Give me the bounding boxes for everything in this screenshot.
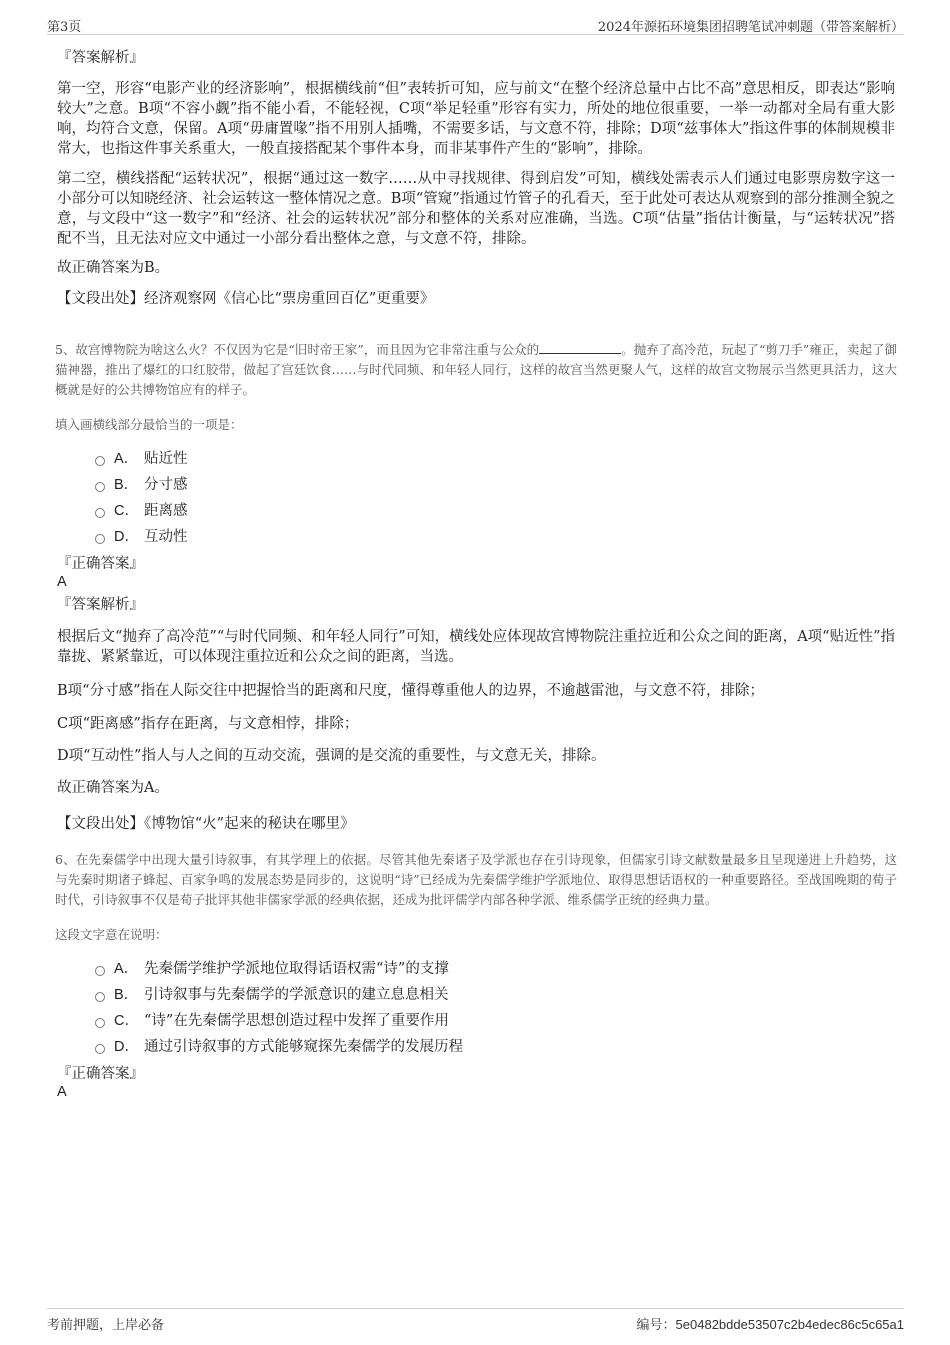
q4-analysis-paragraph-2: 第二空，横线搭配“运转状况”，根据“通过这一数字……从中寻找规律、得到启发”可知，横线处需表示人们通过电影票房数字这一小部分可以知晓经济、社会运转这一整体情况之意。B项“管窥”指通过竹管子的孔看天，至于此处可表达从观察到的部分推测全貌之意，与文段中“这一数字”和“经济、社会的运转状况”部分和整体的关系对应准确，当选。C项“估量”指估计衡量，与“运转状况”搭配不当，且无法对应文中通过一小部分看出整体之意，与文意不符，排除。 bbox=[57, 171, 895, 247]
q5-analysis-label: 『答案解析』 bbox=[57, 597, 144, 613]
radio-icon[interactable] bbox=[95, 456, 105, 466]
q6-option-d[interactable]: D． 通过引诗叙事的方式能够窥探先秦儒学的发展历程 bbox=[95, 1034, 875, 1060]
q5-analysis-1: 根据后文“抛弃了高冷范”“与时代同频、和年轻人同行”可知，横线处应体现故宫博物院注重拉近和公众之间的距离，A项“贴近性”指靠拢、紧紧靠近，可以体现注重拉近和公众之间的距离，当选。 bbox=[57, 629, 895, 665]
q6-stem: 6、在先秦儒学中出现大量引诗叙事，有其学理上的依据。尽管其他先秦诸子及学派也存在引诗现象，但儒家引诗文献数量最多且呈现递进上升趋势，这与先秦时期诸子蜂起、百家争鸣的发展态势是同步的，这说明“诗”已经成为先秦儒学维护学派地位、取得思想话语权的一种重要路径。至战国晚期的荀子时代，引诗叙事不仅是荀子批评其他非儒家学派的经典依据，还成为批评儒学内部各种学派、维系儒学正统的经典力量。 bbox=[55, 852, 897, 907]
q5-option-d[interactable]: D． 互动性 bbox=[95, 524, 875, 550]
q6-option-c[interactable]: C． “诗”在先秦儒学思想创造过程中发挥了重要作用 bbox=[95, 1008, 875, 1034]
q5-analysis-4: D项“互动性”指人与人之间的互动交流，强调的是交流的重要性，与文意无关，排除。 bbox=[57, 748, 606, 764]
q6-correct-label: 『正确答案』 bbox=[57, 1066, 144, 1082]
q5-stem: 5、故宫博物院为啥这么火？不仅因为它是“旧时帝王家”，而且因为它非常注重与公众的 。抛弃了高冷范，玩起了“剪刀手”雍正，卖起了御猫神器，推出了爆红的口红胶带，做起了宫廷饮食……与时代同频、和年轻人同行，这样的故宫当然更聚人气，这样的故宫文物展示当然更具活力，这大概就是好的公共博物馆应有的样子。 bbox=[55, 342, 897, 397]
q4-source: 【文段出处】经济观察网《信心比“票房重回百亿”更重要》 bbox=[57, 291, 435, 307]
document-code: 编号：5e0482bdde53507c2b4edec86c5c65a1 bbox=[636, 1317, 904, 1333]
radio-icon[interactable] bbox=[95, 534, 105, 544]
q5-correct-label: 『正确答案』 bbox=[57, 556, 144, 572]
q6-prompt: 这段文字意在说明： bbox=[55, 927, 168, 942]
q5-option-a[interactable]: A． 贴近性 bbox=[95, 446, 875, 472]
radio-icon[interactable] bbox=[95, 482, 105, 492]
q5-conclusion: 故正确答案为A。 bbox=[57, 780, 169, 796]
q4-conclusion: 故正确答案为B。 bbox=[57, 260, 170, 276]
q6-options bbox=[95, 956, 875, 1060]
q6-correct-answer: A bbox=[57, 1084, 67, 1100]
footer-slogan: 考前押题，上岸必备 bbox=[47, 1318, 165, 1333]
radio-icon[interactable] bbox=[95, 1018, 105, 1028]
page-header bbox=[47, 14, 904, 35]
q4-analysis-label: 『答案解析』 bbox=[57, 50, 144, 66]
document-title: 2024年源拓环境集团招聘笔试冲刺题（带答案解析） bbox=[597, 20, 904, 35]
q5-source: 【文段出处】《博物馆“火”起来的秘诀在哪里》 bbox=[57, 816, 355, 832]
q5-option-c[interactable]: C． 距离感 bbox=[95, 498, 875, 524]
q5-options bbox=[95, 446, 875, 550]
q6-option-b[interactable]: B． 引诗叙事与先秦儒学的学派意识的建立息息相关 bbox=[95, 982, 875, 1008]
page-footer bbox=[47, 1308, 904, 1333]
q5-prompt: 填入画横线部分最恰当的一项是： bbox=[55, 417, 243, 432]
radio-icon[interactable] bbox=[95, 508, 105, 518]
q5-correct-answer: A bbox=[57, 574, 67, 590]
radio-icon[interactable] bbox=[95, 992, 105, 1002]
q6-option-a[interactable]: A． 先秦儒学维护学派地位取得话语权需“诗”的支撑 bbox=[95, 956, 875, 982]
radio-icon[interactable] bbox=[95, 1044, 105, 1054]
q5-analysis-3: C项“距离感”指存在距离，与文意相悖，排除； bbox=[57, 716, 359, 732]
radio-icon[interactable] bbox=[95, 966, 105, 976]
page-number: 第3页 bbox=[47, 20, 82, 35]
q5-blank bbox=[539, 341, 621, 354]
q5-analysis-2: B项“分寸感”指在人际交往中把握恰当的距离和尺度，懂得尊重他人的边界，不逾越雷池，与文意不符，排除； bbox=[57, 683, 764, 699]
q5-option-b[interactable]: B． 分寸感 bbox=[95, 472, 875, 498]
q4-analysis-paragraph-1: 第一空，形容“电影产业的经济影响”，根据横线前“但”表转折可知，应与前文“在整个经济总量中占比不高”意思相反，即表达“影响较大”之意。B项“不容小觑”指不能小看，不能轻视，C项“举足轻重”形容有实力，所处的地位很重要，一举一动都对全局有重大影响，均符合文意，保留。A项“毋庸置喙”指不用别人插嘴，不需要多话，与文意不符，排除；D项“兹事体大”指这件事的体制规模非常大，也指这件事关系重大，一般直接搭配某个事件本身，而非某事件产生的“影响”，排除。 bbox=[57, 81, 895, 157]
